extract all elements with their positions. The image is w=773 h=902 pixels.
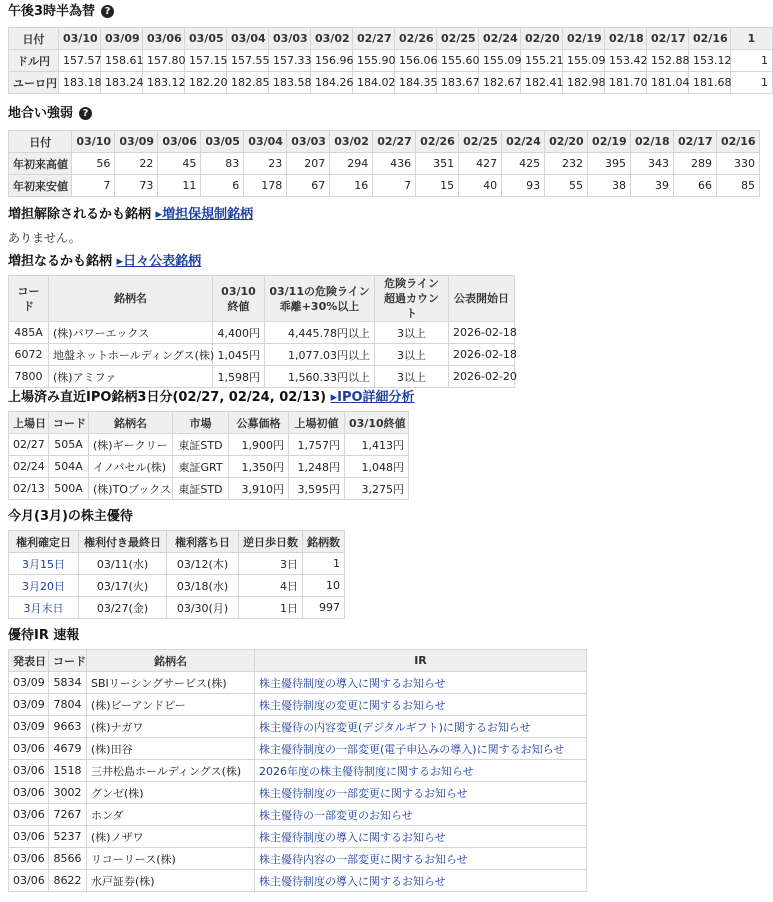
value-cell: 155.09 <box>563 50 605 72</box>
date-header: 03/05 <box>201 131 244 153</box>
stock-code: 6072 <box>9 344 49 366</box>
value-cell: 157.80 <box>143 50 185 72</box>
table-row <box>9 826 587 848</box>
ir-cell[interactable] <box>255 782 587 804</box>
stock-code: 8566 <box>49 848 87 870</box>
date-header: 02/27 <box>353 28 395 50</box>
value-cell: 1 <box>731 72 773 94</box>
exceed-count: 3以上 <box>375 366 449 388</box>
column-header: コード <box>49 650 87 672</box>
close-price: 1,045円 <box>213 344 265 366</box>
margin-add-title <box>8 253 201 271</box>
last-trading-date: 03/11(水) <box>79 553 167 575</box>
ir-link[interactable]: 株主優待の内容変更(デジタルギフト)に関するお知らせ <box>259 720 531 734</box>
close-price: 3,275円 <box>345 478 409 500</box>
table-row[interactable] <box>9 366 515 388</box>
first-price: 1,757円 <box>289 434 345 456</box>
value-cell: 93 <box>502 175 545 197</box>
date-header: 03/04 <box>244 131 287 153</box>
value-cell: 181.04 <box>647 72 689 94</box>
value-cell: 156.96 <box>311 50 353 72</box>
date-header: 03/06 <box>158 131 201 153</box>
date-header: 03/04 <box>227 28 269 50</box>
margin-release-title <box>8 206 253 224</box>
value-cell: 67 <box>287 175 330 197</box>
stock-name: 地盤ネットホールディングス(株) <box>49 344 213 366</box>
offer-price: 1,900円 <box>229 434 289 456</box>
ir-table <box>8 649 587 892</box>
last-trading-date: 03/27(金) <box>79 597 167 619</box>
announce-date: 03/06 <box>9 826 49 848</box>
fx-table <box>8 27 773 94</box>
column-header: コード <box>49 412 89 434</box>
stock-name: イノバセル(株) <box>89 456 173 478</box>
date-header-label: 日付 <box>9 28 59 50</box>
ir-link[interactable]: 株主優待制度の導入に関するお知らせ <box>259 676 446 690</box>
ir-cell[interactable] <box>255 804 587 826</box>
row-label: 年初来安値 <box>9 175 72 197</box>
date-header: 03/10 <box>59 28 101 50</box>
danger-line: 1,560.33円以上 <box>265 366 375 388</box>
stock-code: 7804 <box>49 694 87 716</box>
stock-name: (株)ノザワ <box>87 826 255 848</box>
breadth-title: 地合い強弱 <box>8 106 74 121</box>
table-row[interactable] <box>9 322 515 344</box>
announce-start-date: 2026-02-18 <box>449 344 515 366</box>
table-row <box>9 672 587 694</box>
value-cell: 427 <box>459 153 502 175</box>
value-cell: 38 <box>588 175 631 197</box>
stock-name: (株)ギークリー <box>89 434 173 456</box>
announce-date: 03/06 <box>9 738 49 760</box>
announce-date: 03/09 <box>9 716 49 738</box>
ir-link[interactable]: 株主優待制度の一部変更に関するお知らせ <box>259 786 468 800</box>
announce-date: 03/06 <box>9 804 49 826</box>
exceed-count: 3以上 <box>375 344 449 366</box>
header-row <box>9 28 773 50</box>
date-header: 03/03 <box>269 28 311 50</box>
date-header: 03/02 <box>330 131 373 153</box>
value-cell: 183.67 <box>437 72 479 94</box>
date-header: 02/24 <box>502 131 545 153</box>
value-cell: 157.15 <box>185 50 227 72</box>
ir-link[interactable]: 2026年度の株主優待制度に関するお知らせ <box>259 764 474 778</box>
value-cell: 232 <box>545 153 588 175</box>
announce-date: 03/09 <box>9 694 49 716</box>
margin-add-title-text: 増担なるかも銘柄 <box>8 254 113 269</box>
stock-code: 7267 <box>49 804 87 826</box>
column-header: 発表日 <box>9 650 49 672</box>
value-cell: 153.12 <box>689 50 731 72</box>
table-row[interactable] <box>9 344 515 366</box>
table-row[interactable] <box>9 456 409 478</box>
ir-cell[interactable] <box>255 826 587 848</box>
column-header: 権利付き最終日 <box>79 531 167 553</box>
last-trading-date: 03/17(火) <box>79 575 167 597</box>
value-cell: 183.18 <box>59 72 101 94</box>
first-price: 1,248円 <box>289 456 345 478</box>
date-header: 03/03 <box>287 131 330 153</box>
danger-line: 4,445.78円以上 <box>265 322 375 344</box>
header-row <box>9 131 760 153</box>
column-header: 03/10終値 <box>345 412 409 434</box>
stock-code: 504A <box>49 456 89 478</box>
value-cell: 23 <box>244 153 287 175</box>
column-header: 公募価格 <box>229 412 289 434</box>
value-cell: 289 <box>673 153 716 175</box>
table-row <box>9 716 587 738</box>
market: 東証GRT <box>173 456 229 478</box>
value-cell: 39 <box>631 175 674 197</box>
date-header: 02/20 <box>521 28 563 50</box>
date-header-label: 日付 <box>9 131 72 153</box>
table-row <box>9 175 760 197</box>
ipo-detail-link[interactable]: ▸IPO詳細分析 <box>330 390 415 405</box>
column-header: 権利落ち日 <box>167 531 239 553</box>
value-cell: 178 <box>244 175 287 197</box>
ir-link[interactable]: 株主優待制度の一部変更(電子申込みの導入)に関するお知らせ <box>259 742 565 756</box>
header-row <box>9 276 515 322</box>
listing-date: 02/24 <box>9 456 49 478</box>
column-header: 03/11の危険ライン 乖離+30%以上 <box>265 276 375 322</box>
daily-announce-link[interactable]: ▸日々公表銘柄 <box>116 254 202 269</box>
value-cell: 182.85 <box>227 72 269 94</box>
date-header: 02/19 <box>563 28 605 50</box>
value-cell: 182.41 <box>521 72 563 94</box>
help-icon[interactable]: ? <box>79 107 92 120</box>
column-header: 03/10 終値 <box>213 276 265 322</box>
value-cell: 40 <box>459 175 502 197</box>
ir-link[interactable]: 株主優待制度の導入に関するお知らせ <box>259 830 446 844</box>
value-cell: 1 <box>731 50 773 72</box>
listing-date: 02/13 <box>9 478 49 500</box>
value-cell: 184.02 <box>353 72 395 94</box>
market: 東証STD <box>173 478 229 500</box>
date-header: 02/24 <box>479 28 521 50</box>
column-header: 市場 <box>173 412 229 434</box>
value-cell: 158.61 <box>101 50 143 72</box>
value-cell: 73 <box>115 175 158 197</box>
value-cell: 11 <box>158 175 201 197</box>
announce-date: 03/09 <box>9 672 49 694</box>
close-price: 1,598円 <box>213 366 265 388</box>
stock-name: (株)ナガワ <box>87 716 255 738</box>
record-date-link[interactable]: 3月15日 <box>22 557 65 571</box>
ir-link[interactable]: 株主優待の一部変更のお知らせ <box>259 808 413 822</box>
value-cell: 184.35 <box>395 72 437 94</box>
stock-name: (株)ビーアンドピー <box>87 694 255 716</box>
ex-rights-date: 03/30(月) <box>167 597 239 619</box>
margin-add-table <box>8 275 515 388</box>
value-cell: 55 <box>545 175 588 197</box>
ipo-title <box>8 389 415 407</box>
ir-title-text: 優待IR 速報 <box>8 628 80 643</box>
ipo-table <box>8 411 409 500</box>
market: 東証STD <box>173 434 229 456</box>
fx-title: 午後3時半為替 <box>8 4 96 19</box>
record-date-cell[interactable] <box>9 553 79 575</box>
yutai-title-text: 今月(3月)の株主優待 <box>8 509 133 524</box>
table-row <box>9 50 773 72</box>
value-cell: 7 <box>72 175 115 197</box>
close-price: 1,413円 <box>345 434 409 456</box>
value-cell: 184.26 <box>311 72 353 94</box>
stock-name: (株)アミファ <box>49 366 213 388</box>
value-cell: 45 <box>158 153 201 175</box>
column-header: コード <box>9 276 49 322</box>
value-cell: 153.42 <box>605 50 647 72</box>
stock-code: 8622 <box>49 870 87 892</box>
stock-code: 485A <box>9 322 49 344</box>
stock-name: 水戸証券(株) <box>87 870 255 892</box>
table-row <box>9 848 587 870</box>
ir-link[interactable]: 株主優待内容の一部変更に関するお知らせ <box>259 852 468 866</box>
stock-name: (株)田谷 <box>87 738 255 760</box>
column-header: 公表開始日 <box>449 276 515 322</box>
listing-date: 02/27 <box>9 434 49 456</box>
danger-line: 1,077.03円以上 <box>265 344 375 366</box>
stock-name: ホンダ <box>87 804 255 826</box>
value-cell: 436 <box>373 153 416 175</box>
table-row <box>9 72 773 94</box>
value-cell: 183.24 <box>101 72 143 94</box>
stock-code: 4679 <box>49 738 87 760</box>
ex-rights-date: 03/12(木) <box>167 553 239 575</box>
yutai-title <box>8 508 133 526</box>
value-cell: 155.21 <box>521 50 563 72</box>
value-cell: 351 <box>416 153 459 175</box>
header-row <box>9 650 587 672</box>
date-header: 02/18 <box>631 131 674 153</box>
value-cell: 182.67 <box>479 72 521 94</box>
value-cell: 181.68 <box>689 72 731 94</box>
record-date-link[interactable]: 3月末日 <box>23 601 64 615</box>
announce-date: 03/06 <box>9 782 49 804</box>
table-row[interactable] <box>9 434 409 456</box>
value-cell: 343 <box>631 153 674 175</box>
column-header: 権利確定日 <box>9 531 79 553</box>
fx-section-title <box>8 3 114 21</box>
date-header: 02/17 <box>647 28 689 50</box>
column-header: 銘柄数 <box>303 531 345 553</box>
date-header: 03/05 <box>185 28 227 50</box>
record-date-link[interactable]: 3月20日 <box>22 579 65 593</box>
announce-start-date: 2026-02-20 <box>449 366 515 388</box>
value-cell: 395 <box>588 153 631 175</box>
table-row <box>9 694 587 716</box>
value-cell: 294 <box>330 153 373 175</box>
date-header: 02/18 <box>605 28 647 50</box>
column-header: 銘柄名 <box>87 650 255 672</box>
date-header: 02/20 <box>545 131 588 153</box>
value-cell: 330 <box>716 153 759 175</box>
stock-name: (株)TOブックス <box>89 478 173 500</box>
value-cell: 183.12 <box>143 72 185 94</box>
stock-name: SBIリーシングサービス(株) <box>87 672 255 694</box>
stock-code: 5237 <box>49 826 87 848</box>
stock-count: 1 <box>303 553 345 575</box>
date-header: 03/02 <box>311 28 353 50</box>
table-row <box>9 738 587 760</box>
value-cell: 157.57 <box>59 50 101 72</box>
ir-cell[interactable] <box>255 738 587 760</box>
table-row <box>9 870 587 892</box>
ex-rights-date: 03/18(水) <box>167 575 239 597</box>
value-cell: 16 <box>330 175 373 197</box>
ir-cell[interactable] <box>255 694 587 716</box>
value-cell: 182.98 <box>563 72 605 94</box>
ir-cell[interactable] <box>255 672 587 694</box>
margin-release-link[interactable]: ▸増担保規制銘柄 <box>155 207 254 222</box>
column-header: 危険ライン 超過カウント <box>375 276 449 322</box>
value-cell: 181.70 <box>605 72 647 94</box>
announce-date: 03/06 <box>9 848 49 870</box>
ir-title <box>8 627 79 645</box>
announce-start-date: 2026-02-18 <box>449 322 515 344</box>
date-header: 03/10 <box>72 131 115 153</box>
stock-count: 10 <box>303 575 345 597</box>
stock-code: 505A <box>49 434 89 456</box>
stock-name: リコーリース(株) <box>87 848 255 870</box>
ir-cell[interactable] <box>255 870 587 892</box>
date-header: 02/26 <box>395 28 437 50</box>
help-icon[interactable]: ? <box>101 5 114 18</box>
yutai-table <box>8 530 345 619</box>
value-cell: 207 <box>287 153 330 175</box>
stock-code: 500A <box>49 478 89 500</box>
breadth-table <box>8 130 760 197</box>
value-cell: 157.33 <box>269 50 311 72</box>
column-header: IR <box>255 650 587 672</box>
date-header: 03/06 <box>143 28 185 50</box>
stock-code: 3002 <box>49 782 87 804</box>
row-label: ドル円 <box>9 50 59 72</box>
table-row <box>9 553 345 575</box>
date-header: 02/16 <box>716 131 759 153</box>
date-header: 1 <box>731 28 773 50</box>
table-row[interactable] <box>9 478 409 500</box>
ir-cell[interactable] <box>255 760 587 782</box>
ipo-title-text: 上場済み直近IPO銘柄3日分(02/27, 02/24, 02/13) <box>8 390 327 405</box>
table-row <box>9 153 760 175</box>
stock-code: 5834 <box>49 672 87 694</box>
column-header: 上場日 <box>9 412 49 434</box>
offer-price: 1,350円 <box>229 456 289 478</box>
header-row <box>9 531 345 553</box>
announce-date: 03/06 <box>9 760 49 782</box>
stock-count: 997 <box>303 597 345 619</box>
reverse-days: 3日 <box>239 553 303 575</box>
column-header: 上場初値 <box>289 412 345 434</box>
ir-link[interactable]: 株主優待制度の変更に関するお知らせ <box>259 698 446 712</box>
date-header: 02/25 <box>437 28 479 50</box>
stock-name: グンゼ(株) <box>87 782 255 804</box>
stock-name: (株)パワーエックス <box>49 322 213 344</box>
value-cell: 85 <box>716 175 759 197</box>
table-row <box>9 782 587 804</box>
value-cell: 83 <box>201 153 244 175</box>
value-cell: 183.58 <box>269 72 311 94</box>
ir-link[interactable]: 株主優待制度の導入に関するお知らせ <box>259 874 446 888</box>
row-label: ユーロ円 <box>9 72 59 94</box>
value-cell: 182.20 <box>185 72 227 94</box>
close-price: 4,400円 <box>213 322 265 344</box>
column-header: 逆日歩日数 <box>239 531 303 553</box>
value-cell: 22 <box>115 153 158 175</box>
first-price: 3,595円 <box>289 478 345 500</box>
value-cell: 15 <box>416 175 459 197</box>
stock-code: 7800 <box>9 366 49 388</box>
date-header: 02/17 <box>673 131 716 153</box>
value-cell: 66 <box>673 175 716 197</box>
value-cell: 157.55 <box>227 50 269 72</box>
margin-release-empty: ありません。 <box>8 231 81 245</box>
reverse-days: 1日 <box>239 597 303 619</box>
record-date-cell[interactable] <box>9 575 79 597</box>
value-cell: 155.90 <box>353 50 395 72</box>
table-row <box>9 597 345 619</box>
date-header: 02/19 <box>588 131 631 153</box>
row-label: 年初来高値 <box>9 153 72 175</box>
value-cell: 7 <box>373 175 416 197</box>
table-row <box>9 575 345 597</box>
value-cell: 425 <box>502 153 545 175</box>
value-cell: 56 <box>72 153 115 175</box>
offer-price: 3,910円 <box>229 478 289 500</box>
announce-date: 03/06 <box>9 870 49 892</box>
header-row <box>9 412 409 434</box>
stock-name: 三井松島ホールディングス(株) <box>87 760 255 782</box>
value-cell: 155.09 <box>479 50 521 72</box>
date-header: 02/25 <box>459 131 502 153</box>
date-header: 02/16 <box>689 28 731 50</box>
stock-code: 1518 <box>49 760 87 782</box>
date-header: 03/09 <box>115 131 158 153</box>
record-date-cell[interactable] <box>9 597 79 619</box>
value-cell: 155.60 <box>437 50 479 72</box>
date-header: 02/26 <box>416 131 459 153</box>
value-cell: 152.88 <box>647 50 689 72</box>
table-row <box>9 760 587 782</box>
exceed-count: 3以上 <box>375 322 449 344</box>
margin-release-title-text: 増担解除されるかも銘柄 <box>8 207 152 222</box>
date-header: 03/09 <box>101 28 143 50</box>
column-header: 銘柄名 <box>89 412 173 434</box>
breadth-section-title <box>8 105 92 123</box>
close-price: 1,048円 <box>345 456 409 478</box>
column-header: 銘柄名 <box>49 276 213 322</box>
date-header: 02/27 <box>373 131 416 153</box>
reverse-days: 4日 <box>239 575 303 597</box>
value-cell: 6 <box>201 175 244 197</box>
table-row <box>9 804 587 826</box>
stock-code: 9663 <box>49 716 87 738</box>
ir-cell[interactable] <box>255 848 587 870</box>
value-cell: 156.06 <box>395 50 437 72</box>
ir-cell[interactable] <box>255 716 587 738</box>
